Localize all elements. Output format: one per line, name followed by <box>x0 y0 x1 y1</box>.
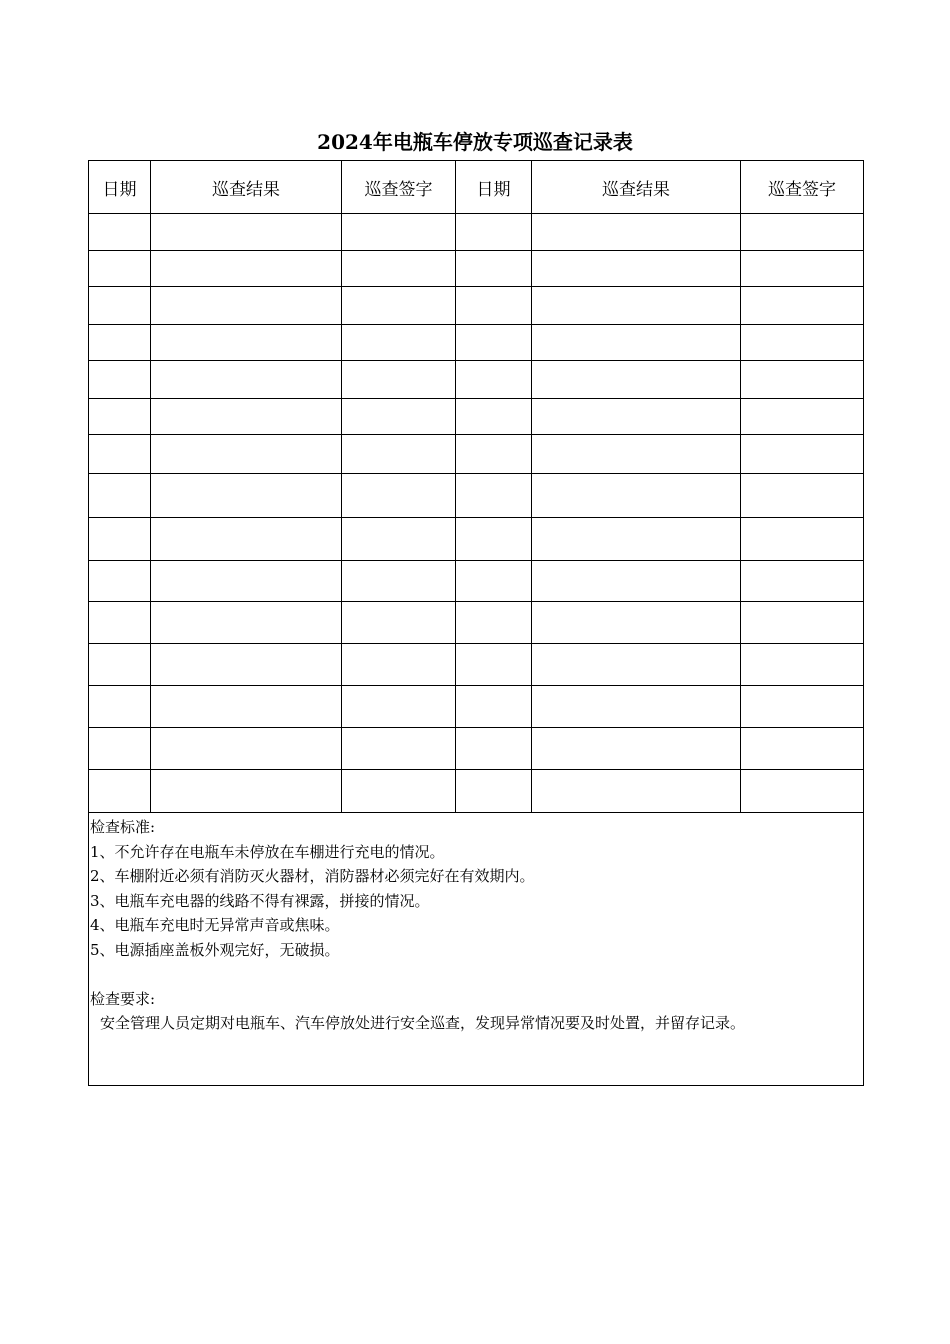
table-cell[interactable] <box>342 325 456 361</box>
table-cell[interactable] <box>342 287 456 325</box>
table-row <box>89 251 864 287</box>
table-cell[interactable] <box>89 399 151 435</box>
standards-cell <box>89 813 864 1086</box>
table-cell[interactable] <box>741 214 864 251</box>
table-row <box>89 361 864 399</box>
table-cell[interactable] <box>151 214 342 251</box>
table-row <box>89 770 864 813</box>
table-cell[interactable] <box>151 561 342 602</box>
table-cell[interactable] <box>89 361 151 399</box>
table-cell[interactable] <box>741 325 864 361</box>
table-cell[interactable] <box>456 251 532 287</box>
table-cell[interactable] <box>741 518 864 561</box>
table-cell[interactable] <box>342 251 456 287</box>
table-body <box>89 214 864 1086</box>
table-cell[interactable] <box>741 686 864 728</box>
table-cell[interactable] <box>456 287 532 325</box>
table-cell[interactable] <box>741 728 864 770</box>
table-row <box>89 686 864 728</box>
table-cell[interactable] <box>456 518 532 561</box>
table-cell[interactable] <box>456 325 532 361</box>
table-cell[interactable] <box>532 561 741 602</box>
table-cell[interactable] <box>342 214 456 251</box>
table-cell[interactable] <box>89 728 151 770</box>
table-cell[interactable] <box>741 251 864 287</box>
table-cell[interactable] <box>532 728 741 770</box>
table-cell[interactable] <box>151 686 342 728</box>
table-row <box>89 399 864 435</box>
table-cell[interactable] <box>89 644 151 686</box>
table-cell[interactable] <box>456 214 532 251</box>
table-cell[interactable] <box>89 251 151 287</box>
page-title: 2024年电瓶车停放专项巡查记录表 <box>317 130 633 154</box>
table-cell[interactable] <box>89 435 151 474</box>
table-cell[interactable] <box>741 435 864 474</box>
standard-item: 4、电瓶车充电时无异常声音或焦味。 <box>90 916 340 934</box>
header-signature-1: 巡查签字 <box>342 161 456 214</box>
table-cell[interactable] <box>151 728 342 770</box>
table-cell[interactable] <box>151 399 342 435</box>
table-cell[interactable] <box>342 644 456 686</box>
table-cell[interactable] <box>342 435 456 474</box>
section-spacer <box>90 962 863 987</box>
table-cell[interactable] <box>456 728 532 770</box>
table-cell[interactable] <box>741 361 864 399</box>
table-cell[interactable] <box>741 644 864 686</box>
header-signature-2: 巡查签字 <box>741 161 864 214</box>
table-row <box>89 287 864 325</box>
standard-item: 1、不允许存在电瓶车未停放在车棚进行充电的情况。 <box>90 842 445 861</box>
table-cell[interactable] <box>151 435 342 474</box>
table-cell[interactable] <box>151 770 342 813</box>
table-row <box>89 602 864 644</box>
table-cell[interactable] <box>342 561 456 602</box>
table-cell[interactable] <box>89 214 151 251</box>
table-cell[interactable] <box>89 602 151 644</box>
table-cell[interactable] <box>532 287 741 325</box>
table-cell[interactable] <box>532 251 741 287</box>
table-cell[interactable] <box>342 518 456 561</box>
table-cell[interactable] <box>342 770 456 813</box>
header-result-1: 巡查结果 <box>151 161 342 214</box>
table-cell[interactable] <box>456 561 532 602</box>
table-header-row <box>89 161 864 214</box>
header-result-2: 巡查结果 <box>532 161 741 214</box>
header-date-1: 日期 <box>89 161 151 214</box>
standard-item: 2、车棚附近必须有消防灭火器材，消防器材必须完好在有效期内。 <box>90 867 535 885</box>
table-cell[interactable] <box>532 214 741 251</box>
table-cell[interactable] <box>151 287 342 325</box>
table-cell[interactable] <box>89 518 151 561</box>
table-cell[interactable] <box>741 287 864 325</box>
requirements-text: 安全管理人员定期对电瓶车、汽车停放处进行安全巡查，发现异常情况要及时处置，并留存记录。 <box>100 1014 746 1032</box>
table-row <box>89 728 864 770</box>
table-cell[interactable] <box>532 770 741 813</box>
table-cell[interactable] <box>741 474 864 518</box>
table-cell[interactable] <box>741 561 864 602</box>
table-cell[interactable] <box>151 518 342 561</box>
table-cell[interactable] <box>89 325 151 361</box>
requirements-heading: 检查要求: <box>90 989 156 1008</box>
table-cell[interactable] <box>456 474 532 518</box>
table-cell[interactable] <box>342 728 456 770</box>
table-cell[interactable] <box>532 399 741 435</box>
table-cell[interactable] <box>741 770 864 813</box>
table-cell[interactable] <box>532 435 741 474</box>
table-cell[interactable] <box>456 770 532 813</box>
table-cell[interactable] <box>532 686 741 728</box>
table-cell[interactable] <box>342 361 456 399</box>
table-cell[interactable] <box>342 399 456 435</box>
table-cell[interactable] <box>456 399 532 435</box>
table-row <box>89 214 864 251</box>
table-cell[interactable] <box>89 474 151 518</box>
table-cell[interactable] <box>89 561 151 602</box>
table-row <box>89 474 864 518</box>
table-cell[interactable] <box>89 686 151 728</box>
table-cell[interactable] <box>532 325 741 361</box>
standard-item: 3、电瓶车充电器的线路不得有裸露，拼接的情况。 <box>90 891 430 910</box>
table-row <box>89 518 864 561</box>
table-cell[interactable] <box>456 686 532 728</box>
table-cell[interactable] <box>456 602 532 644</box>
table-cell[interactable] <box>342 474 456 518</box>
table-row <box>89 435 864 474</box>
table-cell[interactable] <box>456 644 532 686</box>
table-cell[interactable] <box>532 518 741 561</box>
table-cell[interactable] <box>741 399 864 435</box>
table-cell[interactable] <box>532 474 741 518</box>
table-cell[interactable] <box>342 602 456 644</box>
table-cell[interactable] <box>151 474 342 518</box>
table-cell[interactable] <box>532 602 741 644</box>
table-cell[interactable] <box>89 287 151 325</box>
table-row <box>89 561 864 602</box>
table-row <box>89 644 864 686</box>
table-cell[interactable] <box>151 361 342 399</box>
table-cell[interactable] <box>89 770 151 813</box>
table-cell[interactable] <box>456 435 532 474</box>
standards-heading: 检查标准: <box>90 818 156 836</box>
table-cell[interactable] <box>532 361 741 399</box>
header-date-2: 日期 <box>456 161 532 214</box>
table-cell[interactable] <box>342 686 456 728</box>
standards-row <box>89 813 864 1086</box>
standard-item: 5、电源插座盖板外观完好，无破损。 <box>90 940 340 959</box>
table-cell[interactable] <box>741 602 864 644</box>
patrol-record-table <box>88 160 864 1086</box>
table-cell[interactable] <box>532 644 741 686</box>
table-cell[interactable] <box>151 644 342 686</box>
table-cell[interactable] <box>151 251 342 287</box>
table-cell[interactable] <box>151 602 342 644</box>
table-cell[interactable] <box>151 325 342 361</box>
table-cell[interactable] <box>456 361 532 399</box>
table-row <box>89 325 864 361</box>
